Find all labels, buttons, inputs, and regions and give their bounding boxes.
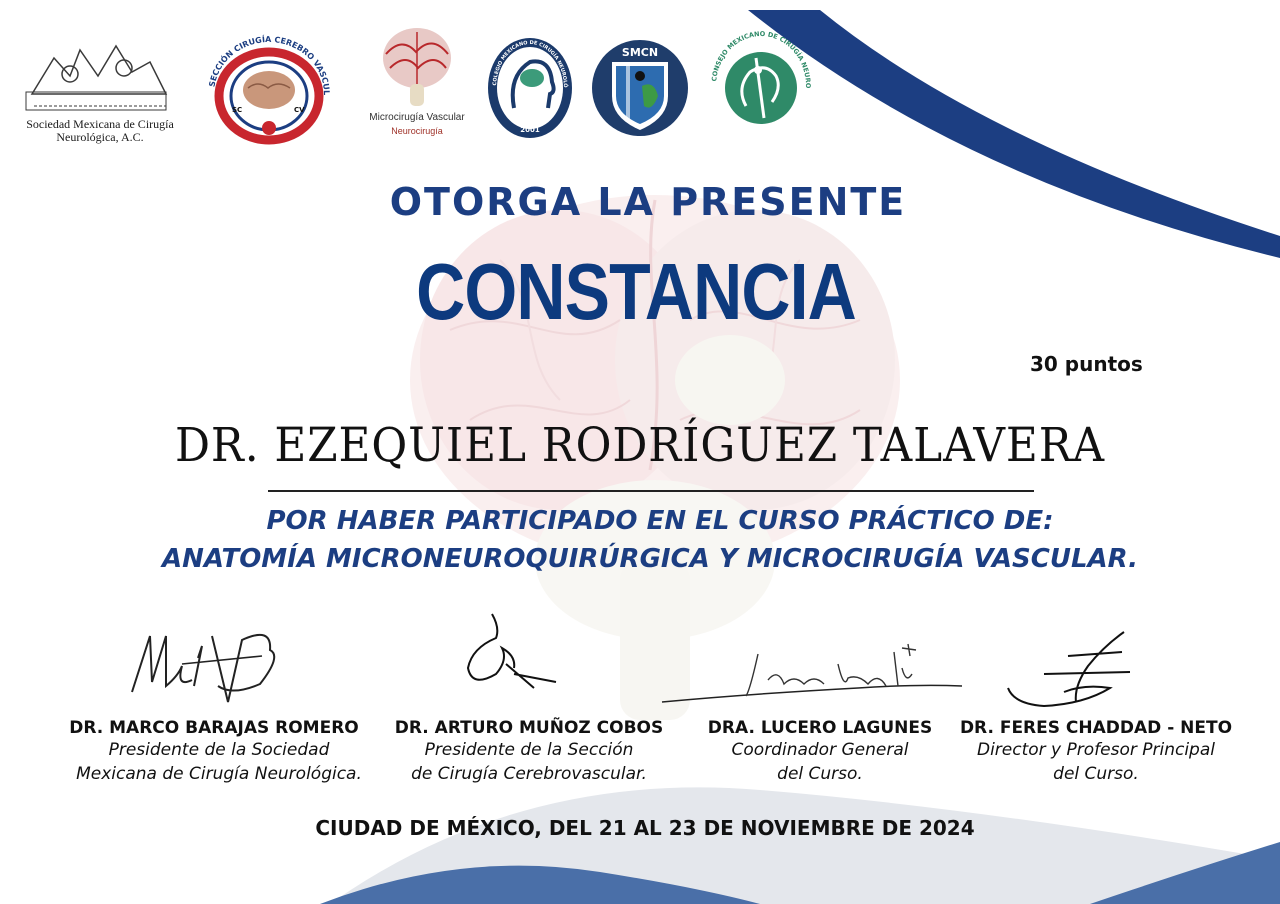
cmcn-logo <box>486 36 574 140</box>
smn-emblem-icon <box>20 36 180 118</box>
smcn-title: SMCN <box>621 46 659 59</box>
place-and-date: CIUDAD DE MÉXICO, DEL 21 AL 23 DE NOVIEMBRE DE 2024 <box>315 816 975 840</box>
consejo-emblem-icon <box>706 28 816 144</box>
cmcn-year: 2001 <box>520 126 540 134</box>
consejo-ring-text: CONSEJO MEXICANO DE CIRUGÍA NEURO <box>710 29 813 89</box>
signatory-1-role-line2: Mexicana de Cirugía Neurológica. <box>76 764 362 784</box>
signature-munoz <box>456 608 576 712</box>
cmcn-head-icon <box>486 36 574 140</box>
signatory-2-role-line1: Presidente de la Sección <box>424 740 634 760</box>
reason-line-1: POR HABER PARTICIPADO EN EL CURSO PRÁCTICO DE: <box>266 506 1054 536</box>
sccv-logo <box>196 32 342 150</box>
smn-logo-text: Sociedad Mexicana de Cirugía Neurológica, A.C. <box>26 117 174 144</box>
smn-logo <box>20 36 180 146</box>
reason-line-2: ANATOMÍA MICRONEUROQUIRÚRGICA Y MICROCIRUGÍA VASCULAR. <box>161 544 1139 574</box>
signatory-4-role-line1: Director y Profesor Principal <box>976 740 1215 760</box>
signatory-2-role-line2: de Cirugía Cerebrovascular. <box>411 764 647 784</box>
certificate-title: CONSTANCIA <box>416 247 856 336</box>
signatory-1-name: DR. MARCO BARAJAS ROMERO <box>69 718 359 738</box>
recipient-underline <box>268 490 1034 492</box>
signature-barajas <box>122 606 302 710</box>
vascular-brain-icon <box>356 22 478 110</box>
mv-subtitle: Neurocirugía <box>391 126 443 136</box>
signatory-3-role-line1: Coordinador General <box>731 740 909 760</box>
sccv-right-text: CV <box>294 106 305 114</box>
signatory-4-role-line2: del Curso. <box>1053 764 1139 784</box>
cmcn-ring-text: COLEGIO MEXICANO DE CIRUGÍA NEUROLÓ <box>492 39 569 88</box>
smcn-logo <box>590 36 690 140</box>
signatory-3-name: DRA. LUCERO LAGUNES <box>707 718 933 738</box>
consejo-logo <box>706 28 816 144</box>
points-label: 30 puntos <box>1030 352 1143 376</box>
microcirugia-vascular-logo <box>356 22 478 142</box>
recipient-name: DR. EZEQUIEL RODRÍGUEZ TALAVERA <box>174 418 1106 473</box>
signatory-1-role-line1: Presidente de la Sociedad <box>108 740 330 760</box>
signatory-4-name: DR. FERES CHADDAD - NETO <box>959 718 1233 738</box>
mv-title: Microcirugía Vascular <box>369 112 465 123</box>
sccv-brain-icon <box>196 32 342 150</box>
certificate-heading: OTORGA LA PRESENTE <box>389 180 907 224</box>
smcn-shield-icon <box>590 36 690 140</box>
sccv-left-text: SC <box>232 106 243 114</box>
signature-lagunes <box>658 634 964 714</box>
signature-chaddad <box>1004 626 1164 716</box>
signatory-2-name: DR. ARTURO MUÑOZ COBOS <box>394 718 664 738</box>
sccv-ring-text: SECCIÓN CIRUGÍA CEREBRO VASCUL <box>207 34 332 96</box>
signatory-3-role-line2: del Curso. <box>777 764 863 784</box>
